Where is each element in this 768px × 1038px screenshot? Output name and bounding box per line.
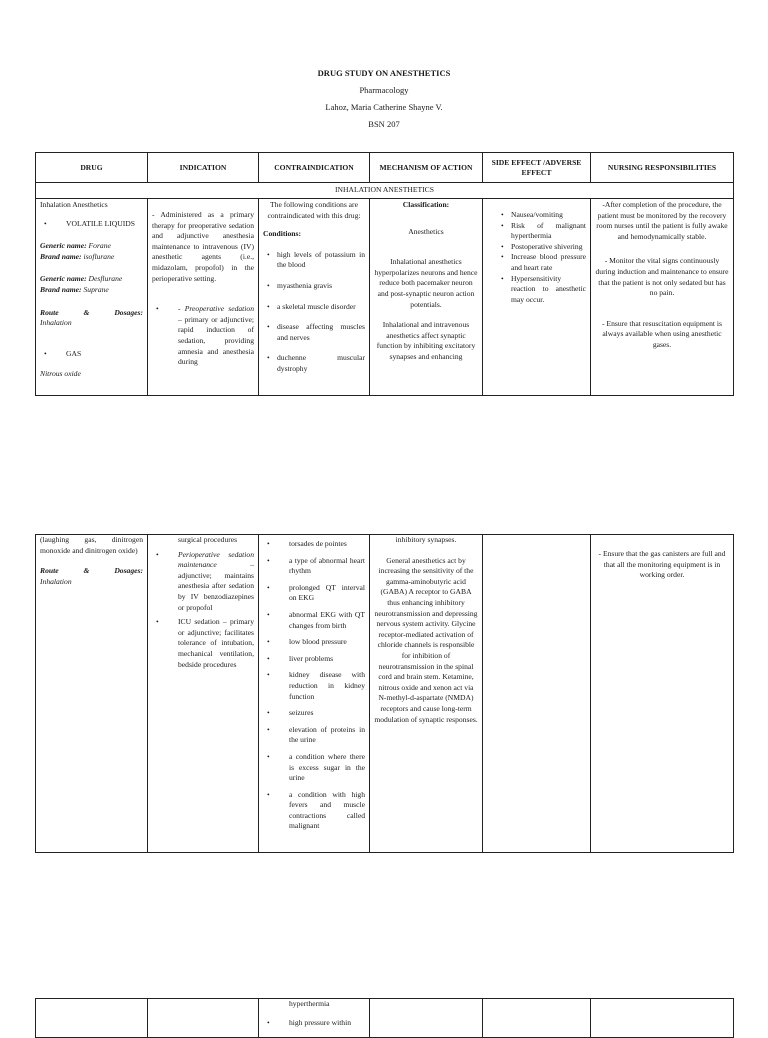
table-header-row (36, 153, 733, 183)
contraindication-lead: hyperthermia (289, 999, 330, 1008)
list-item: • low blood pressure (263, 637, 365, 648)
indication-bullet: • - Preoperative sedation – primary or adjunctive; rapid induction of sedation, providing amnesia and anesthesia during (152, 304, 254, 368)
contraindication-cell-continued (259, 535, 370, 852)
list-item: • elevation of proteins in the urine (263, 725, 365, 746)
header-mechanism: MECHANISM OF ACTION (370, 153, 483, 182)
route-value: Inhalation (40, 576, 72, 586)
contraindication-intro: The following conditions are contraindicated with this drug: (267, 200, 361, 220)
route-label: Route & Dosages: (40, 566, 143, 576)
contraindication-list-1 (263, 250, 365, 375)
mechanism-p1: Inhalational anesthetics hyperpolarizes neurons and hence reduce both pacemaker neuron and post-synaptic neuron action potentials. (374, 257, 478, 309)
side-effect-cell-continued (483, 535, 591, 852)
side-effect-cell (483, 198, 591, 395)
list-item: • a type of abnormal heart rhythm (263, 556, 365, 577)
volatile-liquids: • VOLATILE LIQUIDS (40, 219, 143, 230)
drug-cell-page3 (36, 999, 148, 1037)
route-label: Route & Dosages: (40, 307, 143, 317)
list-item: • myasthenia gravis (263, 281, 365, 292)
list-item: • prolonged QT interval on EKG (263, 583, 365, 604)
contraindication-cell-page3 (259, 999, 370, 1037)
indication-text: - Administered as a primary therapy for preoperative sedation and adjunctive anesthesia maintenance to intravenous (IV) anesthetic agents (i.e., midazolam, propofol) in the perioperative setting. (152, 210, 254, 283)
nursing-cell (591, 198, 733, 395)
list-item: • Risk of malignant hyperthermia (497, 221, 586, 242)
side-effect-list (487, 210, 586, 305)
nursing-cell-page3 (591, 999, 733, 1037)
drug-cell-continued (36, 535, 148, 852)
list-item: • liver problems (263, 654, 365, 665)
nursing-item-4: - Ensure that the gas canisters are full and that all the monitoring equipment is in working order. (598, 549, 726, 580)
mechanism-lead: inhibitory synapses. (395, 535, 457, 544)
generic-name-2: Generic name: Desflurane (40, 274, 123, 284)
gas-item: • GAS (40, 349, 143, 360)
list-item: • high levels of potassium in the blood (263, 250, 365, 271)
list-item: • Perioperative sedation maintenance – adjunctive; maintains anesthesia after sedation by IV benzodiazepines or propofol (152, 550, 254, 614)
doc-author: Lahoz, Maria Catherine Shayne V. (325, 102, 443, 112)
indication-lead: surgical procedures (178, 535, 238, 544)
list-item: • kidney disease with reduction in kidney function (263, 670, 365, 702)
header-side-effect: SIDE EFFECT /ADVERSE EFFECT (483, 153, 591, 182)
list-item: • torsades de pointes (263, 539, 365, 550)
contraindication-cell (259, 198, 370, 395)
indication-cell-continued (148, 535, 259, 852)
drug-cell (36, 198, 148, 395)
table-body-row (36, 198, 733, 395)
nursing-item-1: -After completion of the procedure, the patient must be monitored by the recovery room nurses until the patient is fully awake and hemodynamically stable. (596, 200, 728, 241)
list-item: • duchenne muscular dystrophy (263, 353, 365, 374)
drug-table-part-3 (35, 998, 734, 1038)
nursing-item-3: - Ensure that resuscitation equipment is always available when using anesthetic gases. (602, 318, 722, 349)
section-label: INHALATION ANESTHETICS (36, 182, 733, 199)
side-effect-cell-page3 (483, 999, 591, 1037)
nursing-item-2: - Monitor the vital signs continuously during induction and maintenance to ensure that the patient is not only sedated but has no pain. (595, 256, 729, 298)
list-item: • abnormal EKG with QT changes from birth (263, 610, 365, 631)
nursing-cell-continued (591, 535, 733, 852)
list-item: • a condition with high fevers and muscle contractions called malignant (263, 790, 365, 832)
list-item: • high pressure within (263, 1018, 365, 1029)
mechanism-cell-continued (370, 535, 483, 852)
list-item: • a condition where there is excess sugar in the urine (263, 752, 365, 784)
classification-label: Classification: (402, 200, 450, 209)
indication-cell-page3 (148, 999, 259, 1037)
brand-name-2: Brand name: Suprane (40, 284, 109, 294)
generic-name-1: Generic name: Forane (40, 241, 111, 251)
drug-category: Inhalation Anesthetics (40, 200, 108, 209)
mechanism-p3: General anesthetics act by increasing the sensitivity of the gamma-aminobutyric acid (GABA) A receptor to GABA thus enhancing inhibitory neurotransmission and depressing nervous system activity. Glycine receptor-mediated activation of chloride channels is responsible for inhibition of neurotransmission in the spinal cord and brain stem. Ketamine, nitrous oxide and xenon act via N-methyl-d-aspartate (NMDA) receptors and cause long-term modulation of synaptic responses. (374, 555, 478, 724)
classification-value: Anesthetics (408, 226, 444, 236)
list-item: • seizures (263, 708, 365, 719)
brand-name-1: Brand name: isoflurane (40, 251, 115, 261)
drug-table-part-2 (35, 534, 734, 853)
drug-table-part-1 (35, 152, 734, 396)
list-item: • Postoperative shivering (497, 242, 586, 253)
indication-cell (148, 198, 259, 395)
drug-aliases: (laughing gas, dinitrogen monoxide and dinitrogen oxide) (40, 535, 143, 555)
header-nursing: NURSING RESPONSIBILITIES (607, 162, 717, 172)
header-indication: INDICATION (148, 153, 259, 182)
list-item: • Increase blood pressure and heart rate (497, 252, 586, 273)
conditions-label: Conditions: (263, 229, 301, 239)
list-item: • disease affecting muscles and nerves (263, 322, 365, 343)
list-item: • ICU sedation – primary or adjunctive; facilitates tolerance of intubation, mechanical ventilation, bedside procedures (152, 617, 254, 670)
route-value: Inhalation (40, 318, 72, 328)
list-item: • Nausea/vomiting (497, 210, 586, 221)
doc-section: BSN 207 (368, 119, 400, 129)
mechanism-p2: Inhalational and intravenous anesthetics affect synaptic function by inhibiting excitatory synapses and enhancing (376, 320, 476, 361)
mechanism-cell (370, 198, 483, 395)
doc-subject: Pharmacology (359, 85, 409, 95)
nitrous-oxide: Nitrous oxide (40, 369, 81, 379)
header-drug: DRUG (36, 153, 148, 182)
doc-title: DRUG STUDY ON ANESTHETICS (317, 68, 451, 78)
header-contraindication: CONTRAINDICATION (259, 153, 370, 182)
mechanism-cell-page3 (370, 999, 483, 1037)
list-item: • a skeletal muscle disorder (263, 302, 365, 313)
list-item: • Hypersensitivity reaction to anesthetic may occur. (497, 274, 586, 306)
